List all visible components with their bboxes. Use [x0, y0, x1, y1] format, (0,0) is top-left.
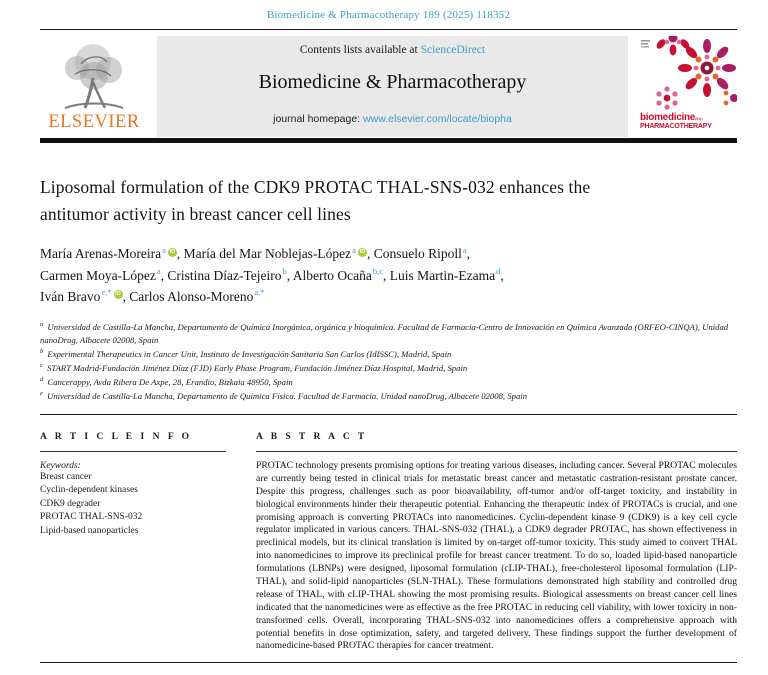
keywords-list: [40, 471, 236, 538]
cover-journal-name: [640, 113, 712, 130]
author-name: María del Mar Noblejas-López: [183, 246, 352, 262]
affiliation-line: $^a$ Universidad de Castilla-La Mancha, Departamento de Química Inorgánica, orgánica y bioquímica. Facultad de Farmacia-Centro de Innovación en Química Avanzada (ORFEO-CINQA), Unidad nanoDrug, Albacete 02008, Spain: [40, 321, 729, 346]
contents-lists-text: Contents lists available at: [299, 44, 418, 56]
article-info-heading: A R T I C L E I N F O: [40, 431, 193, 442]
keyword-item: Cyclin-dependent kinases: [40, 485, 138, 496]
elsevier-wordmark: ELSEVIER: [48, 112, 140, 132]
article-title: Liposomal formulation of the CDK9 PROTAC THAL-SNS-032 enhances the antitumor activity in breast cancer cell lines: [40, 177, 591, 225]
section-divider-rule: [40, 414, 737, 415]
author-name: Luis Martin-Ezama: [389, 267, 496, 283]
author-affiliation-sup: a: [156, 266, 161, 277]
homepage-label: journal homepage:: [273, 113, 361, 125]
keywords-label: Keywords:: [40, 460, 81, 471]
author-name: Alberto Ocaña: [292, 267, 372, 283]
cover-title-and: AND: [695, 116, 703, 121]
abstract-rule: [256, 451, 737, 452]
journal-homepage-line: [157, 113, 628, 125]
affiliation-line: $^e$ Universidad de Castilla-La Mancha, Departamento de Química Física. Facultad de Farmacia. Unidad nanoDrug, Albacete 02008, Spain: [40, 390, 528, 401]
author-affiliation-sup: d: [496, 266, 501, 277]
author-affiliation-sup: a: [462, 244, 467, 255]
author-name: María Arenas-Moreira: [40, 246, 162, 262]
contents-lists-line: [157, 44, 628, 56]
author-affiliation-sup: a: [162, 244, 166, 255]
journal-title: Biomedicine & Pharmacotherapy: [258, 71, 527, 93]
keyword-item: PROTAC THAL-SNS-032: [40, 512, 143, 523]
orcid-icon[interactable]: iD: [115, 291, 121, 298]
author-name: Cristina Díaz-Tejeiro: [167, 267, 282, 283]
author-affiliation-sup: b: [282, 266, 287, 277]
elsevier-tree-icon: [51, 38, 137, 114]
author-affiliation-sup: a: [352, 244, 356, 255]
author-list: María Arenas-Moreira$^a$ iD , María del Mar Noblejas-López$^a$ iD , Consuelo Ripoll$^a$, Carmen Moya-López$^a$, Cristina Díaz-Tejeiro$^b$, Alberto Ocaña$^{b,c}$, Luis Martin-Ezama$^d$, Iván Bravo$^{e,*}$ iD , Carlos Alonso-Moreno$^{a,*}$: [40, 244, 504, 304]
journal-homepage-link[interactable]: www.elsevier.com/locate/biopha: [363, 113, 512, 125]
header-bottom-bar: [40, 138, 737, 143]
affiliation-line: $^b$ Experimental Therapeutics in Cancer Unit, Instituto de Investigación Sanitaria San Carlos (IdISSC), Madrid, Spain: [40, 348, 452, 360]
affiliation-line: $^d$ Cancerappy, Avda Ribera De Axpe, 28, Erandio, Bizkaia 48950, Spain: [40, 376, 293, 387]
journal-banner: [157, 36, 628, 137]
abstract-heading: A B S T R A C T: [256, 431, 368, 442]
journal-cover-thumbnail: [637, 36, 737, 137]
info-abstract-section: [40, 432, 737, 653]
keyword-item: Breast cancer: [40, 471, 92, 482]
cover-title-top: biomedicine: [640, 112, 696, 123]
article-info-rule: [40, 451, 226, 452]
page-bottom-rule: [40, 662, 737, 663]
affiliation-line: $^c$ START Madrid-Fundación Jiménez Díaz (FJD) Early Phase Program, Fundación Jiménez Díaz Hospital, Madrid, Spain: [40, 362, 468, 374]
author-name: Carmen Moya-López: [40, 267, 156, 283]
abstract-column: [256, 432, 737, 653]
author-name: Carlos Alonso-Moreno: [129, 288, 254, 304]
author-affiliation-sup: b,c: [372, 266, 384, 277]
orcid-icon[interactable]: iD: [359, 248, 366, 255]
author-affiliation-sup: a,*: [254, 287, 265, 298]
journal-reference: Biomedicine & Pharmacotherapy 189 (2025) 118352: [266, 9, 511, 21]
affiliations: [40, 320, 737, 403]
author-name: Consuelo Ripoll: [373, 246, 462, 262]
keyword-item: CDK9 degrader: [40, 498, 101, 509]
keyword-item: Lipid-based nanoparticles: [40, 525, 139, 536]
cover-title-bottom: PHARMACOTHERAPY: [640, 123, 712, 130]
journal-header: [40, 36, 737, 137]
author-affiliation-sup: e,*: [101, 287, 112, 298]
header-top-rule: [40, 29, 737, 30]
article-info-column: [40, 432, 236, 653]
abstract-text: PROTAC technology presents promising options for treating various diseases, including cancer. Several PROTAC molecules are currently being tested in clinical trials for metastatic breast cancer and metastatic castration-resistant prostate cancer. Despite this progress, challenges such as poor bioavailability, off-tumor and/or off-target toxicity, and instability in biological environments hinder their therapeutic potential. Enhancing the therapeutic index of PROTACs is crucial, and one promising approach is converting PROTACs into nanomedicines. Cyclin-dependent kinase 9 (CDK9) is a key cell cycle regulator implicated in various cancers. THAL-SNS-032 (THAL), a CDK9 degrader PROTAC, has shown effectiveness in preclinical models, but its clinical translation is limited by on-target off-tumor toxicity. This study aimed to convert THAL into nanomedicines to improve its preclinical profile for breast cancer treatment. To do so, loaded lipid-based nanoparticle formulations (LBNPs) were designed, liposomal formulation (cLIP-THAL), free-cholesterol liposomal formulation (LIP-THAL), and solid-lipid nanoparticles (SLN-THAL). These formulations demonstrated high stability and controlled drug release of THAL, with cLIP-THAL showing the most promising results. Biological assessments on breast cancer cell lines indicated that the nanomedicines were as effective as the free PROTAC in reducing cell viability, with lower toxicity in non-transformed cells. Overall, incorporating THAL-SNS-032 into nanomedicines offers a comprehensive approach with potential benefits in dose optimization, safety, and targeted delivery. These findings support the further development of nanomedicine-based PROTAC therapies for cancer treatment.: [256, 459, 737, 652]
orcid-icon[interactable]: iD: [169, 248, 176, 255]
sciencedirect-link[interactable]: ScienceDirect: [420, 44, 486, 56]
elsevier-logo: [40, 36, 148, 137]
author-name: Iván Bravo: [40, 288, 101, 304]
